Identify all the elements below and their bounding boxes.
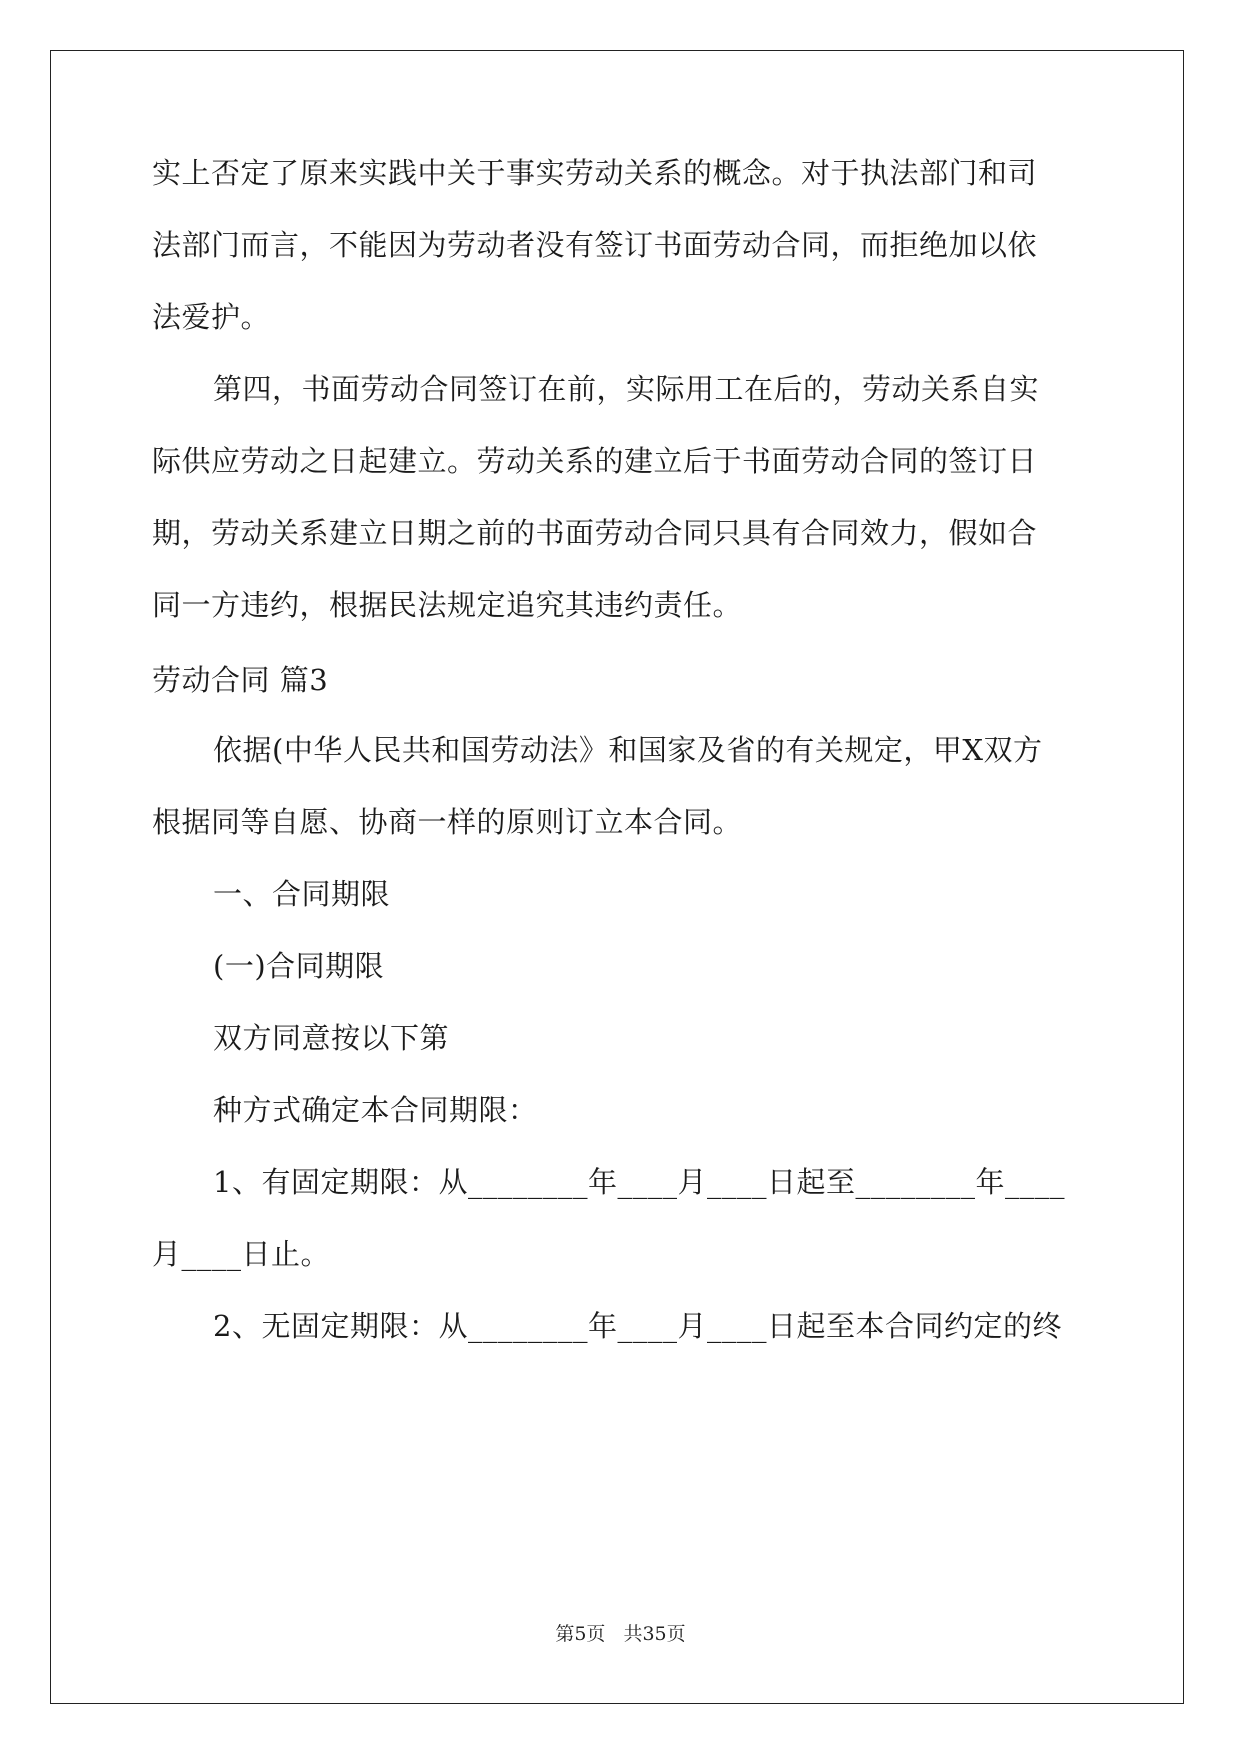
paragraph-line: 法爱护。 bbox=[152, 300, 271, 334]
paragraph-line: 双方同意按以下第 bbox=[213, 1021, 450, 1055]
paragraph-line: 根据同等自愿、协商一样的原则订立本合同。 bbox=[152, 805, 743, 839]
paragraph-line: 法部门而言，不能因为劳动者没有签订书面劳动合同，而拒绝加以依 bbox=[152, 228, 1038, 262]
paragraph-line: 依据(中华人民共和国劳动法》和国家及省的有关规定，甲X双方 bbox=[213, 733, 1043, 767]
paragraph-line: 种方式确定本合同期限： bbox=[213, 1093, 538, 1127]
clause-heading: 一、合同期限 bbox=[213, 877, 391, 911]
section-heading: 劳动合同 篇3 bbox=[152, 663, 329, 697]
clause-subheading: (一)合同期限 bbox=[213, 949, 385, 983]
paragraph-line: 同一方违约，根据民法规定追究其违约责任。 bbox=[152, 588, 743, 622]
paragraph-line: 实上否定了原来实践中关于事实劳动关系的概念。对于执法部门和司 bbox=[152, 156, 1038, 190]
page-number: 第5页 bbox=[555, 1623, 606, 1645]
paragraph-line: 际供应劳动之日起建立。劳动关系的建立后于书面劳动合同的签订日 bbox=[152, 444, 1038, 478]
paragraph-line: 第四，书面劳动合同签订在前，实际用工在后的，劳动关系自实 bbox=[213, 372, 1040, 406]
paragraph-line: 2、无固定期限：从________年____月____日起至本合同约定的终 bbox=[213, 1309, 1062, 1343]
paragraph-line: 1、有固定期限：从________年____月____日起至________年____ bbox=[213, 1165, 1065, 1199]
total-pages: 共35页 bbox=[623, 1623, 686, 1645]
page-footer bbox=[0, 1622, 1241, 1646]
paragraph-line: 月____日止。 bbox=[152, 1237, 331, 1271]
paragraph-line: 期，劳动关系建立日期之前的书面劳动合同只具有合同效力，假如合 bbox=[152, 516, 1038, 550]
